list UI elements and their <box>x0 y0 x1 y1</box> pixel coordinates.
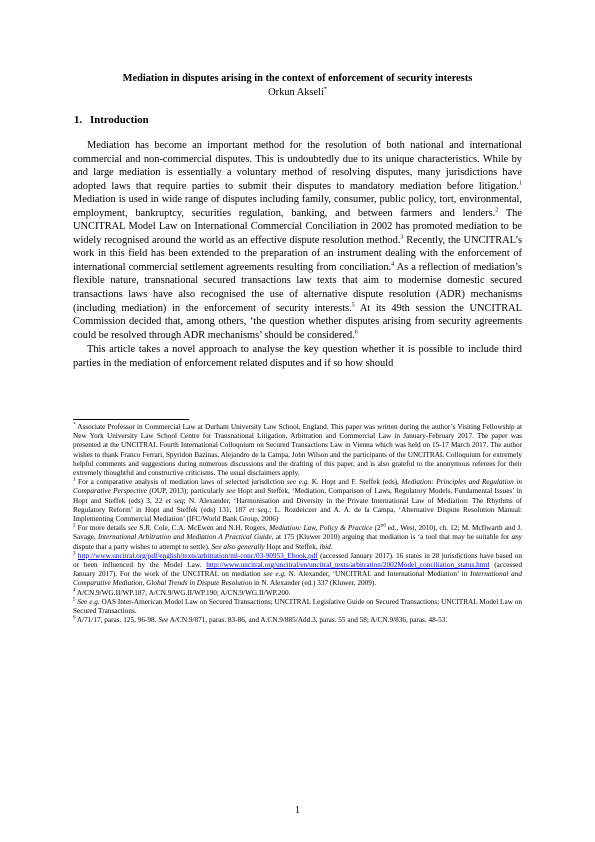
text-run: N. Alexander, ‘UNCITRAL and International Mediation’ in <box>285 570 471 579</box>
text-run: K. Hopt and F. Steffek (eds), <box>309 478 402 487</box>
italic-text: See also generally <box>211 542 265 551</box>
footnote-ref: 2 <box>73 523 76 529</box>
footnote-ref: 4 <box>73 588 76 594</box>
section-heading <box>74 114 149 126</box>
text-run: Recently, the UNCITRAL’s work in this field has been extended to the preparation of an instrument dealing with the enforcement of international commercial settlement agreements resulting from conciliation. <box>73 234 522 273</box>
italic-text: see <box>127 524 138 533</box>
footnote-link[interactable]: http://www.uncitral.org/uncitral/en/uncitral_texts/arbitration/2002Model_conciliation_status.html <box>206 561 490 570</box>
italic-text: International and Comparative Mediation, Global Trends in Dispute Resolution <box>73 570 523 588</box>
text-run: (2 <box>372 524 381 533</box>
text-run: Mediation is used in wide range of disputes including family, consumer, public policy, tort, environmental, employment, bankruptcy, securities regulation, banking, and between farmers and lenders. <box>73 194 522 219</box>
text-run: (OUP, 2013); particularly <box>146 487 227 496</box>
text-run: (accessed January 2017). 16 states in 28 jurisdictions have based on or been influenced by the Model Law. <box>73 551 522 570</box>
footnote <box>73 552 522 589</box>
body-paragraph <box>73 139 522 342</box>
text-run: At its 49th session the UNCITRAL Commission decided that, among others, ‘the question whether disputes arising from security agreements could be resolved through ADR mechanisms’ should be considered. <box>73 302 522 341</box>
italic-text: et seq <box>249 505 268 514</box>
text-run: , at 175 (Kluwer 2010) arguing that mediation is ‘a tool that may be suitable for <box>271 533 512 542</box>
footnote-ref: 3 <box>73 551 76 557</box>
footnote <box>73 616 522 625</box>
italic-text: See e.g. <box>77 597 100 606</box>
footnote-ref: 1 <box>519 180 522 187</box>
text-run: A/CN.9/WG.II/WP.187; A/CN.9/WG.II/WP.190; A/CN.9/WG.II/WP.200. <box>75 588 291 597</box>
text-run: in N. Alexander (ed.) 337 (Kluwer, 2009). <box>252 579 377 588</box>
text-run: Hopt and Steffek, ‘Mediation, Comparison of Laws, Regulatory Models, Fundamental Issues’ in Hopt and Steffek (eds) 3, 22 <box>73 487 522 505</box>
footnote-ref: 5 <box>73 597 76 603</box>
footnote-ref: 5 <box>351 302 355 309</box>
footnote-ref: 1 <box>73 477 76 483</box>
italic-text: See <box>158 616 169 625</box>
author-line <box>60 86 535 99</box>
text-run: For more details <box>75 524 128 533</box>
body-text <box>73 139 522 370</box>
footnote-ref: 6 <box>354 329 358 336</box>
text-run: This article takes a novel approach to analyse the key question whether it is possible to include third parties in the mediation of enforcement related disputes and if so how should <box>73 344 522 369</box>
section-title: Introduction <box>90 114 149 126</box>
text-run: ed., West, 2010), ch. 12; M. McIlwarth and J. Savage, <box>73 524 522 542</box>
italic-text: Mediation: Law, Policy & Practice <box>269 524 373 533</box>
footnote-ref: 3 <box>400 234 404 241</box>
text-run: . <box>330 542 333 551</box>
italic-text: ibid <box>319 542 331 551</box>
text-run: (accessed January 2017). For the work of the UNCITRAL on mediation <box>73 561 522 579</box>
text-run: As a reflection of mediation’s flexible nature, transnational secured transactions law texts that aim to modernise domestic secured transactions laws have also recognised the use of alternative dispute resolution (ADR) mechanisms (including mediation) in the enforcement of security interests. <box>73 261 522 314</box>
text-run: .; L. Rozdeiczer and A. A. de la Campa, ‘Alternative Dispute Resolution Manual: Implementing Commercial Mediation’ (IFC/World Bank Group, 2006) <box>73 505 522 524</box>
footnote-ref: * <box>73 422 76 428</box>
text-run: For a comparative analysis of mediation laws of selected jurisdiction <box>75 478 287 487</box>
footnote-separator <box>73 419 189 420</box>
footnotes <box>73 423 522 625</box>
footnote-ref: 2 <box>495 207 499 214</box>
text-run: ; N. Alexander, ‘Harmonisation and Diversity in the Private International Law of Mediation: The Rhythms of Regulatory Reform’ in Hopt and Steffek (eds) 131, 187 <box>73 496 522 514</box>
text-run: A/71/17, paras. 125, 96-98. <box>75 616 159 625</box>
text-run: The UNCITRAL Model Law on International Commercial Conciliation in 2002 has promoted mediation to be widely recognised around the world as an effective dispute resolution method. <box>73 207 522 246</box>
footnote <box>73 524 522 552</box>
italic-text: see e.g. <box>286 478 310 487</box>
text-run: OAS Inter-American Model Law on Secured Transactions; UNCITRAL Legislative Guide on Secured Transactions; UNCITRAL Model Law on Secured Transactions. <box>73 597 523 616</box>
text-run: Mediation has become an important method for the resolution of both national and international commercial and non-commercial disputes. This is undoubtedly due to its unique characteristics. While by and large mediation is essentially a voluntary method of resolving disputes, many jurisdictions have adopted laws that require parties to submit their disputes to mandatory mediation before litigation. <box>73 140 522 192</box>
text-run: S.R. Cole, C.A. McEwen and N.H. Rogers, <box>137 524 270 533</box>
italic-text: any <box>511 533 523 542</box>
footnote-ref: 4 <box>391 261 395 268</box>
italic-text: Mediation: Principles and Regulation in Comparative Perspective <box>73 478 523 496</box>
footnote-ref: nd <box>380 523 386 529</box>
body-paragraph <box>73 343 522 370</box>
footnote <box>73 589 522 598</box>
text-run: A/CN.9/871, paras. 83-86, and A.CN.9/885/Add.3, paras. 55 and 58; A/CN.9/836, paras. 48-53. <box>168 616 448 625</box>
italic-text: et seq <box>165 496 184 505</box>
paper-title: Mediation in disputes arising in the context of enforcement of security interests <box>122 73 473 84</box>
italic-text: see <box>226 487 236 496</box>
page-number: 1 <box>294 805 301 816</box>
footnote-link[interactable]: http://www.uncitral.org/pdf/english/texts/arbitration/ml-conc/03-90953_Ebook.pdf <box>77 551 318 560</box>
section-number: 1. <box>74 114 83 126</box>
italic-text: see e.g. <box>263 570 286 579</box>
footnote <box>73 423 522 478</box>
text-run: Hopt and Steffek, <box>264 542 320 551</box>
author-name: Orkun Akseli <box>268 87 324 98</box>
footnote <box>73 598 522 616</box>
footnote-ref: 6 <box>73 615 76 621</box>
footnote <box>73 478 522 524</box>
author-footnote-mark: * <box>323 86 327 93</box>
text-run: dispute that a party wishes to attempt to settle). <box>73 542 212 551</box>
text-run: Associate Professor in Commercial Law at Durham University Law School, England. This paper was written during the author’s Visiting Fellowship at New York University Law School Centre for Transnational Litigation, Arbitration and Commercial Law in January-February 2017. The paper was presented at the UNCITRAL Fourth International Colloquium on Secured Transactions Law in Vienna which was held on 15-17 March 2017. The author wishes to thank Franco Ferrari, Spyridon Bazinas, Alejandro de la Campa, John Wilson and the participants of the UNCITRAL Colloquium for extremely helpful comments and suggestions during numerous discussions and the drafting of this paper, and is also grateful to the anonymous referees for their extremely thoughtful and constructive criticisms. The usual disclaimers apply. <box>73 423 522 478</box>
italic-text: International Arbitration and Mediation A Practical Guide <box>98 533 272 542</box>
